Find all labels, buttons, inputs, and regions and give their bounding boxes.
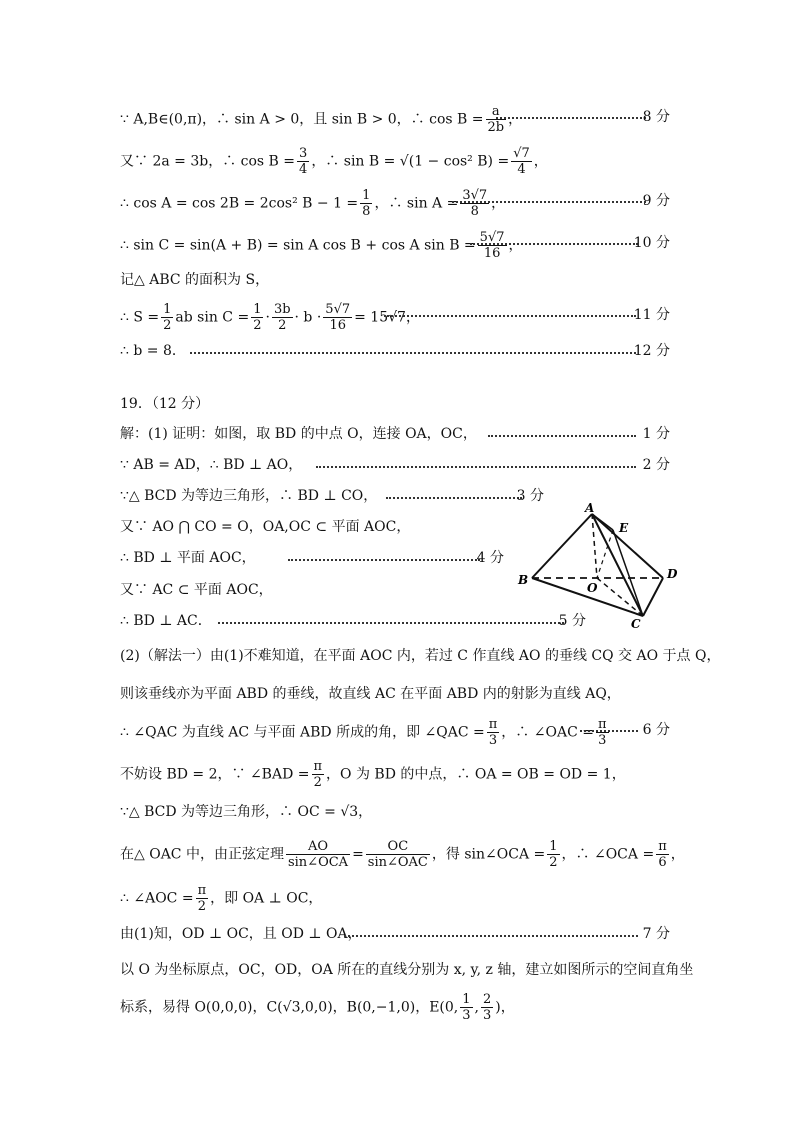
- leader-dots: [190, 352, 636, 354]
- method1-line-3: ∴ ∠QAC 为直线 AC 与平面 ABD 所成的角，即 ∠QAC = $\frac{\pi}{3}$ ，∴ ∠OAC = $\frac{\pi}{3}$: [120, 717, 607, 748]
- label-a: A: [585, 501, 595, 515]
- leader-dots: [580, 730, 638, 732]
- proof-line-2: ∵ AB = AD，∴ BD ⊥ AO，: [120, 457, 303, 473]
- proof-line-7: ∴ BD ⊥ AC．: [120, 613, 212, 629]
- leader-dots: [384, 315, 636, 317]
- proof-line-4: 又∵ AO ⋂ CO = O，OA,OC ⊂ 平面 AOC，: [120, 519, 411, 535]
- leader-dots: [496, 117, 646, 119]
- score-1: 1 分: [642, 426, 670, 442]
- leader-dots: [344, 935, 638, 937]
- score-12: 12 分: [633, 343, 670, 359]
- line-sin-c: ∴ sin C = sin(A + B) = sin A cos B + cos A sin B = $\frac{5√7}{16}$ ，: [120, 230, 523, 261]
- line-sin-b: 又∵ 2a = 3b，∴ cos B = $\frac{3}{4}$ ，∴ sin B = √(1 − cos² B) = $\frac{√7}{4}$ ，: [120, 146, 548, 177]
- proof-line-3: ∵△ BCD 为等边三角形，∴ BD ⊥ CO，: [120, 488, 378, 504]
- score-7: 7 分: [642, 926, 670, 942]
- score-8: 8 分: [642, 109, 670, 125]
- proof-line-1: 解：(1) 证明：如图，取 BD 的中点 O，连接 OA，OC，: [120, 426, 477, 442]
- method1-line-10: 标系，易得 O(0,0,0)，C(√3,0,0)，B(0,−1,0)，E(0, $\frac{1}{3}$ , $\frac{2}{3}$ )，: [120, 992, 515, 1023]
- method1-line-4: 不妨设 BD = 2，∵ ∠BAD = $\frac{\pi}{2}$ ，O 为 BD 的中点，∴ OA = OB = OD = 1，: [120, 759, 626, 790]
- question-19-heading: 19．（12 分）: [120, 396, 210, 412]
- label-e: E: [619, 521, 629, 535]
- leader-dots: [488, 435, 636, 437]
- leader-dots: [470, 243, 638, 245]
- leader-dots: [218, 622, 564, 624]
- line-area-def: 记△ ABC 的面积为 S，: [120, 272, 270, 288]
- method1-line-8: 由(1)知，OD ⊥ OC，且 OD ⊥ OA，: [120, 926, 362, 942]
- score-4: 4 分: [476, 550, 504, 566]
- proof-line-6: 又∵ AC ⊂ 平面 AOC，: [120, 582, 273, 598]
- line-cos-a: ∴ cos A = cos 2B = 2cos² B − 1 = $\frac{1}{8}$ ，∴ sin A = $\frac{3√7}{8}$ ，: [120, 188, 506, 219]
- method1-line-5: ∵△ BCD 为等边三角形，∴ OC = √3，: [120, 804, 373, 820]
- label-o: O: [587, 581, 598, 595]
- score-5: 5 分: [558, 613, 586, 629]
- line-b-value: ∴ b = 8．: [120, 343, 186, 359]
- proof-line-5: ∴ BD ⊥ 平面 AOC，: [120, 550, 256, 566]
- method1-line-7: ∴ ∠AOC = $\frac{\pi}{2}$ ，即 OA ⊥ OC，: [120, 883, 323, 914]
- method1-line-6: 在△ OAC 中，由正弦定理 $\frac{AO}{\text{sin∠OCA}}$ = $\frac{OC}{\text{sin∠OAC}}$ ，得 sin∠OCA = $\frac{1}{2}$ ，∴ ∠OCA = $\frac{\pi}{6}$ ，: [120, 839, 685, 870]
- label-b: B: [518, 573, 529, 587]
- leader-dots: [288, 559, 480, 561]
- line-cos-b: ∵ A,B∈(0,π)，∴ sin A > 0，且 sin B > 0，∴ cos B = $\frac{a}{2b}$ ，: [120, 104, 523, 135]
- score-9: 9 分: [642, 193, 670, 209]
- leader-dots: [452, 201, 646, 203]
- score-2: 2 分: [642, 457, 670, 473]
- method1-line-1: (2)（解法一）由(1)不难知道，在平面 AOC 内，若过 C 作直线 AO 的垂线 CQ 交 AO 于点 Q，: [120, 648, 721, 664]
- label-d: D: [667, 567, 678, 581]
- tetrahedron-figure: [515, 500, 685, 630]
- method1-line-2: 则该垂线亦为平面 ABD 的垂线，故直线 AC 在平面 ABD 内的射影为直线 AQ，: [120, 686, 621, 702]
- score-11: 11 分: [633, 307, 670, 323]
- score-10: 10 分: [633, 235, 670, 251]
- label-c: C: [631, 617, 641, 630]
- score-3: 3 分: [516, 488, 544, 504]
- leader-dots: [386, 497, 522, 499]
- line-area: ∴ S = $\frac{1}{2}$ ab sin C = $\frac{1}{2}$ · $\frac{3b}{2}$ · b · $\frac{5√7}{16}$ = 15√7，: [120, 302, 420, 333]
- leader-dots: [316, 466, 636, 468]
- method1-line-9: 以 O 为坐标原点，OC，OD，OA 所在的直线分别为 x, y, z 轴，建立如图所示的空间直角坐: [120, 962, 694, 978]
- score-6: 6 分: [642, 722, 670, 738]
